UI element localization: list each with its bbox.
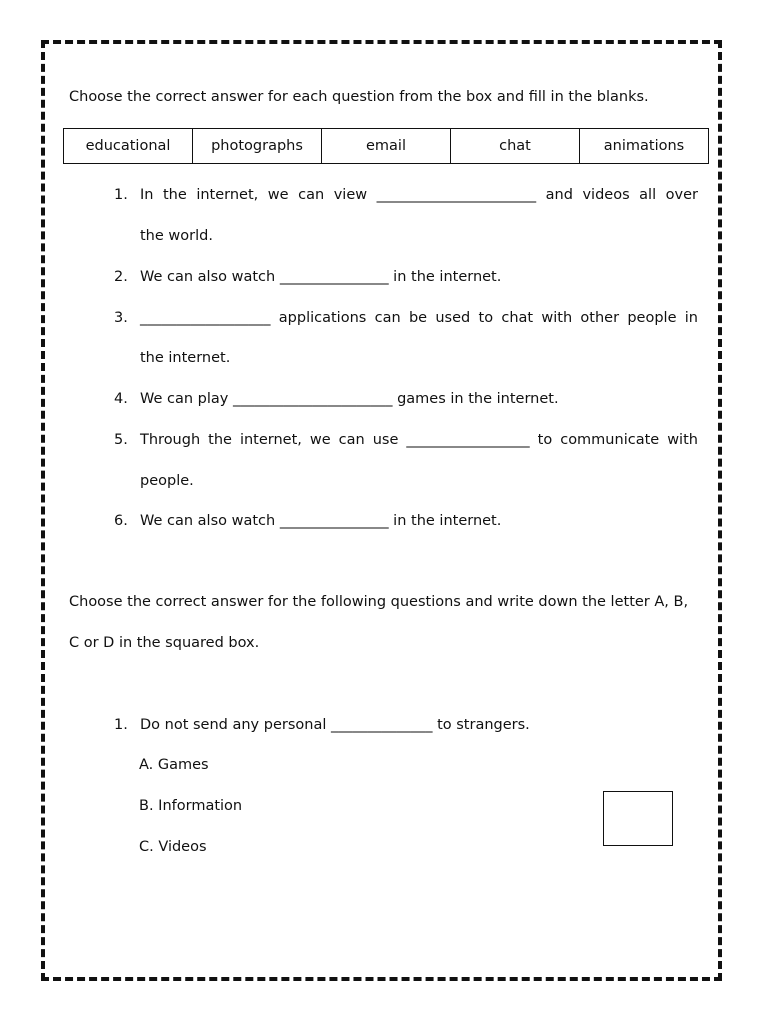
question-word: videos: [582, 187, 630, 203]
section2-instruction-line2: C or D in the squared box.: [69, 635, 260, 651]
question-line: We can play ______________________ games in the internet.: [140, 391, 559, 407]
question-word: can: [298, 187, 325, 203]
question-number: 6.: [114, 513, 128, 529]
question-word: people: [627, 310, 677, 326]
question-word: we: [309, 432, 331, 448]
answer-box[interactable]: [603, 791, 673, 846]
question-line-justified: [140, 432, 698, 448]
question-word: used: [435, 310, 471, 326]
question-word: to: [537, 432, 553, 448]
question-word: the: [208, 432, 232, 448]
section1-instruction: Choose the correct answer for each question from the box and fill in the blanks.: [69, 89, 649, 105]
question-number: 5.: [114, 432, 128, 448]
question-word: with: [541, 310, 573, 326]
question-line-continued: the world.: [140, 228, 213, 244]
word-box-cell: chat: [451, 129, 580, 163]
question-word: applications: [278, 310, 367, 326]
question-word: internet,: [239, 432, 302, 448]
question-number: 1.: [114, 717, 128, 733]
question-word: with: [667, 432, 698, 448]
question-number: 4.: [114, 391, 128, 407]
option-c: C. Videos: [139, 839, 207, 855]
question-word: internet,: [196, 187, 259, 203]
question-word: In: [140, 187, 154, 203]
question-word: to: [478, 310, 494, 326]
question-word: ______________________: [376, 187, 537, 203]
question-word: other: [580, 310, 620, 326]
question-line: We can also watch _______________ in the internet.: [140, 513, 502, 529]
section2-instruction-line1: Choose the correct answer for the following questions and write down the letter A, B,: [69, 594, 689, 610]
question-line: We can also watch _______________ in the internet.: [140, 269, 502, 285]
word-box-cell: email: [322, 129, 451, 163]
question-line-continued: the internet.: [140, 350, 231, 366]
question-word: in: [684, 310, 698, 326]
question-number: 1.: [114, 187, 128, 203]
question-word: can: [338, 432, 365, 448]
question-word: Through: [140, 432, 201, 448]
question-number: 3.: [114, 310, 128, 326]
question-word: view: [333, 187, 368, 203]
question-word: can: [374, 310, 401, 326]
word-box: [63, 128, 709, 164]
question-word: the: [163, 187, 187, 203]
question-word: communicate: [560, 432, 660, 448]
question-number: 2.: [114, 269, 128, 285]
question-line-justified: [140, 310, 698, 326]
question-word: use: [372, 432, 399, 448]
option-b: B. Information: [139, 798, 243, 814]
word-box-cell: animations: [603, 138, 685, 154]
question-word: be: [408, 310, 428, 326]
question-word: and: [545, 187, 573, 203]
question-line-justified: [140, 187, 698, 203]
question-word: over: [665, 187, 698, 203]
question-word: _________________: [406, 432, 530, 448]
question-line: Do not send any personal ______________ to strangers.: [140, 717, 530, 733]
question-word: we: [267, 187, 289, 203]
word-box-cell: photographs: [193, 129, 322, 163]
option-a: A. Games: [139, 757, 209, 773]
question-word: chat: [501, 310, 534, 326]
question-word: all: [639, 187, 657, 203]
question-line-continued: people.: [140, 473, 194, 489]
word-box-cell: educational: [64, 129, 193, 163]
question-word: __________________: [140, 310, 271, 326]
